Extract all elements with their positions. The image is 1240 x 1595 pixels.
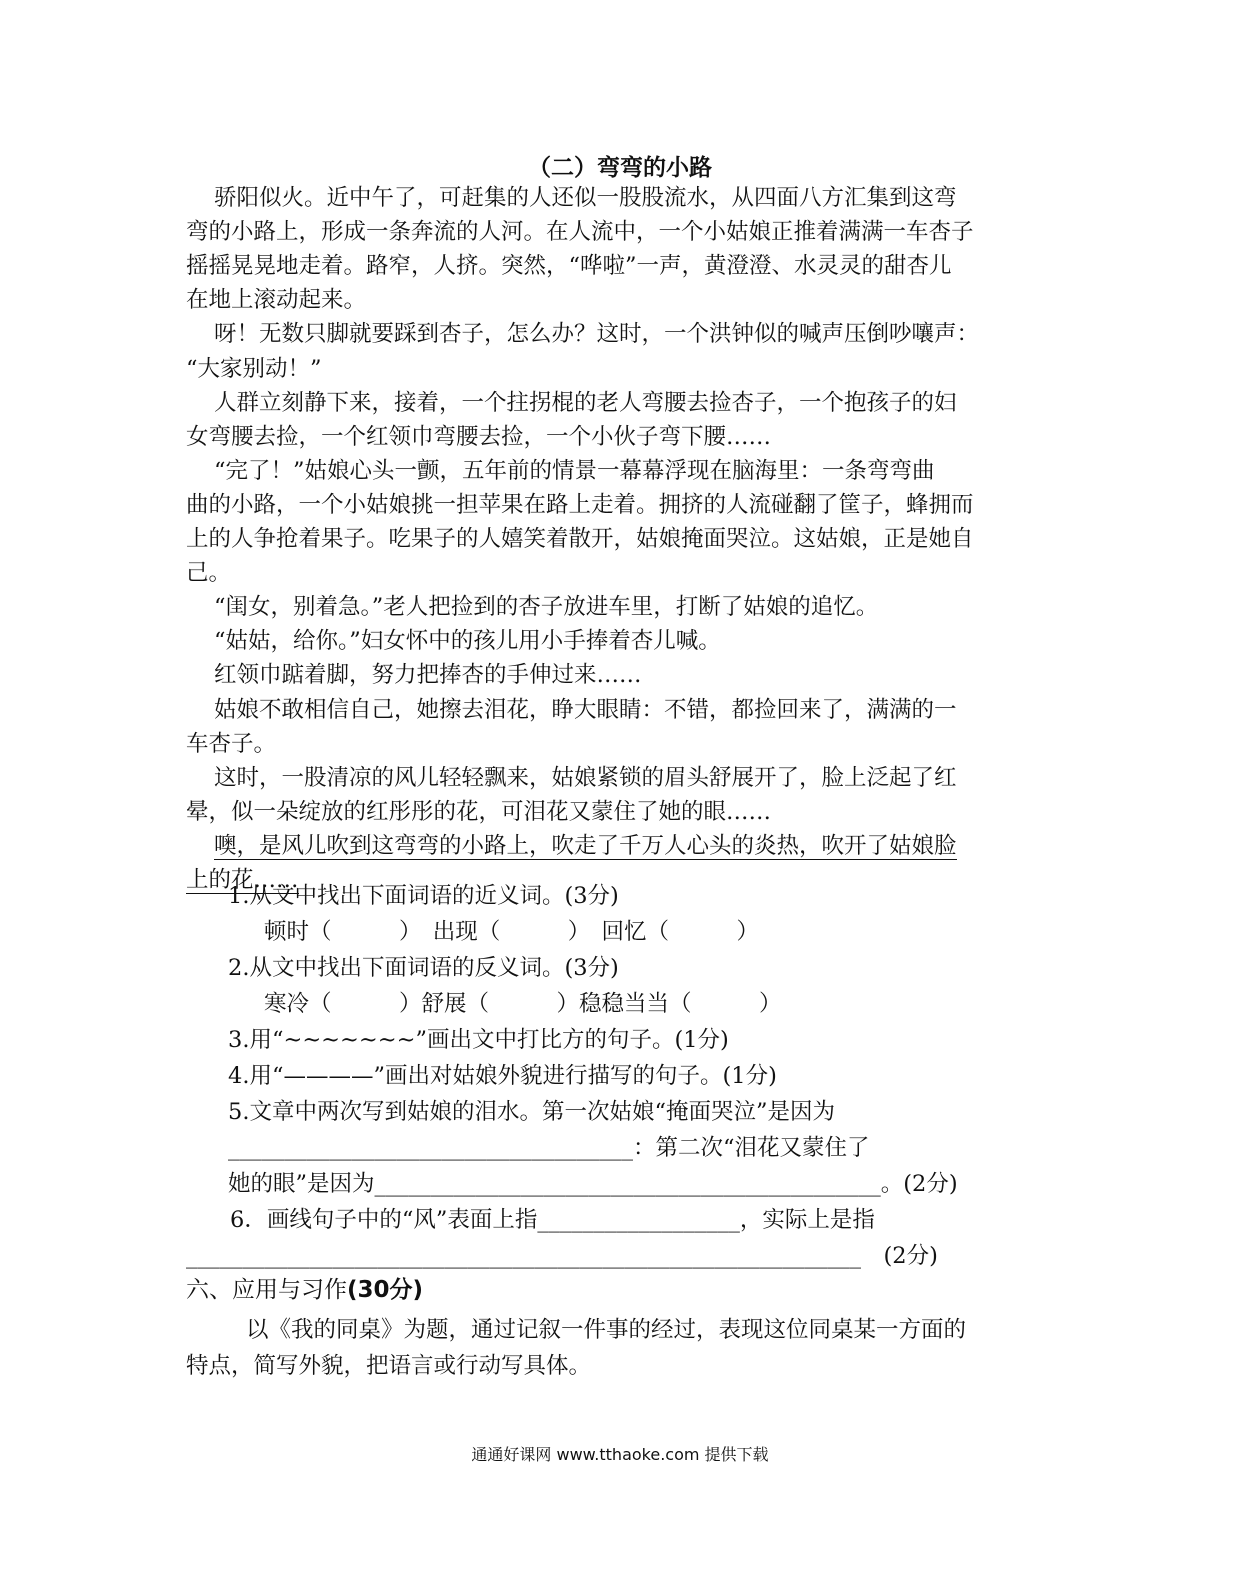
question-3: 3.用“~~~~~~~”画出文中打比方的句子。(1分)	[228, 1027, 729, 1053]
passage-line: “完了！”姑娘心头一颤，五年前的情景一幕幕浮现在脑海里：一条弯弯曲	[214, 457, 935, 484]
passage-line: “姑姑，给你。”妇女怀中的孩儿用小手捧着杏儿喊。	[214, 628, 721, 655]
section-6-prompt-line: 以《我的同桌》为题，通过记叙一件事的经过，表现这位同桌某一方面的	[246, 1317, 967, 1343]
passage-line: 上的人争抢着果子。吃果子的人嬉笑着散开，姑娘掩面哭泣。这姑娘，正是她自	[186, 526, 974, 552]
section-6-title: 六、应用与习作	[186, 1277, 347, 1303]
question-1: 1.从文中找出下面词语的近义词。(3分)	[228, 883, 619, 909]
underlined-text: 噢，是风儿吹到这弯弯的小路上，吹走了千万人心头的炎热，吹开了姑娘脸	[214, 832, 957, 859]
passage-line: 车杏子。	[186, 730, 277, 757]
passage-line: 女弯腰去捡，一个红领巾弯腰去捡，一个小伙子弯下腰……	[186, 423, 772, 450]
underlined-sentence	[214, 828, 1036, 864]
passage-line: 晕，似一朵绽放的红彤彤的花，可泪花又蒙住了她的眼……	[186, 798, 772, 825]
passage-line: 曲的小路，一个小姑娘挑一担苹果在路上走着。拥挤的人流碰翻了筐子，蜂拥而	[186, 491, 974, 518]
passage-line: 这时，一股清凉的风儿轻轻飘来，姑娘紧锁的眉头舒展开了，脸上泛起了红	[214, 764, 957, 791]
passage-line: “大家别动！”	[186, 355, 322, 382]
passage-line: 骄阳似火。近中午了，可赶集的人还似一股股流水，从四面八方汇集到这弯	[214, 185, 957, 211]
question-6-blank: ____________________________________________________________ (2分)	[186, 1243, 938, 1269]
passage-line: “闺女，别着急。”老人把捡到的杏子放进车里，打断了姑娘的追忆。	[214, 594, 879, 621]
question-5: 5.文章中两次写到姑娘的泪水。第一次姑娘“掩面哭泣”是因为	[228, 1099, 835, 1125]
passage-line: 姑娘不敢相信自己，她擦去泪花，睁大眼睛：不错，都捡回来了，满满的一	[214, 696, 957, 723]
passage-line: 人群立刻静下来，接着，一个拄拐棍的老人弯腰去捡杏子，一个抱孩子的妇	[214, 389, 957, 416]
passage-title: （二）弯弯的小路	[528, 155, 712, 181]
section-6-score: (30分)	[347, 1277, 424, 1303]
passage-line: 己。	[186, 560, 232, 587]
passage-line: 摇摇晃晃地走着。路窄，人挤。突然，“哗啦”一声，黄澄澄、水灵灵的甜杏儿	[186, 253, 952, 280]
footer-text: 通通好课网 www.tthaoke.com 提供下载	[471, 1445, 769, 1464]
section-6-heading	[186, 1272, 423, 1308]
question-4: 4.用“————”画出对姑娘外貌进行描写的句子。(1分)	[228, 1063, 777, 1089]
question-5-end: 她的眼”是因为_____________________________________________。(2分)	[228, 1171, 958, 1197]
question-1-words: 顿时（ ） 出现（ ） 回忆（ ）	[264, 919, 760, 945]
question-2-words: 寒冷（ ）舒展（ ）稳稳当当（ ）	[264, 991, 782, 1017]
passage-line: 弯的小路上，形成一条奔流的人河。在人流中，一个小姑娘正推着满满一车杏子	[186, 219, 974, 246]
section-6-prompt-line: 特点，简写外貌，把语言或行动写具体。	[186, 1353, 592, 1379]
passage-line: 呀！无数只脚就要踩到杏子，怎么办？这时，一个洪钟似的喊声压倒吵嚷声：	[214, 321, 980, 348]
passage-line: 红领巾踮着脚，努力把捧杏的手伸过来……	[214, 662, 642, 689]
underlined-text: 上的花……	[186, 867, 299, 893]
question-6: 6．画线句子中的“风”表面上指__________________，实际上是指	[230, 1207, 875, 1233]
question-2: 2.从文中找出下面词语的反义词。(3分)	[228, 955, 619, 981]
question-5-blank: ____________________________________：第二次“泪花又蒙住了	[228, 1135, 870, 1161]
passage-line: 在地上滚动起来。	[186, 287, 367, 314]
